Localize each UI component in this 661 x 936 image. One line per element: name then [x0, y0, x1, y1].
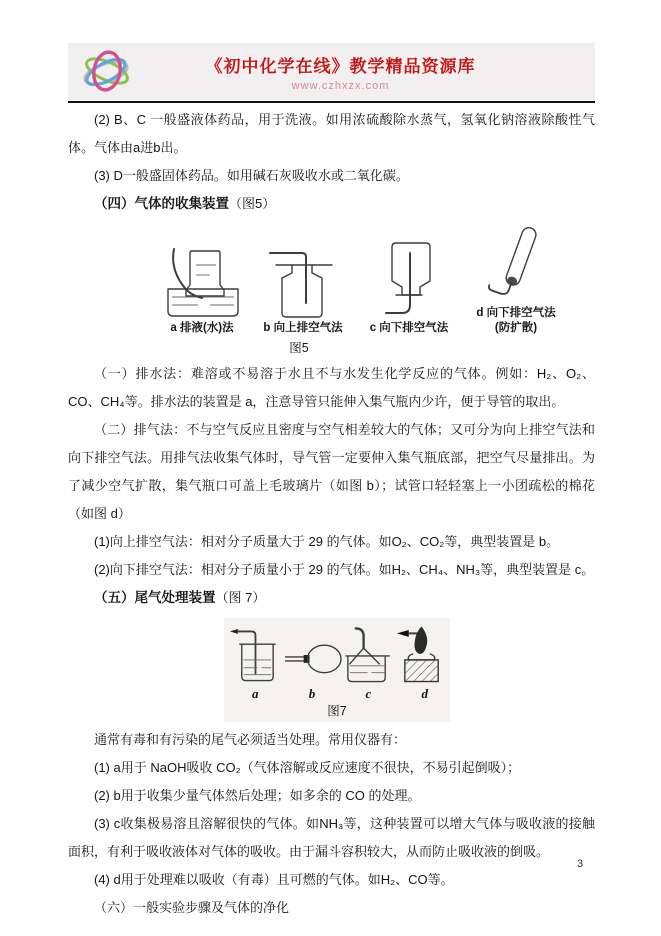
figure5-label-d: d 向下排空气法	[476, 307, 556, 319]
paragraph-water-method: （一）排水法：难溶或不易溶于水且不与水发生化学反应的气体。例如：H₂、O₂、CO、CH₄等。排水法的装置是 a，注意导管只能伸入集气瓶内少许，便于导管的取出。	[68, 366, 595, 409]
header-text	[146, 52, 595, 92]
paragraph-item3: (3) D一般盛固体药品。如用碱石灰吸收水或二氧化碳。	[94, 168, 409, 183]
funnel-beaker-diagram	[342, 624, 395, 686]
figure7-devices-row	[228, 624, 446, 686]
figure5-label-a: a 排液(水)法	[170, 322, 234, 334]
section4-heading	[68, 190, 595, 218]
site-title: 《初中化学在线》教学精品资源库	[205, 56, 476, 76]
figure5-label-b: b 向上排空气法	[263, 322, 343, 334]
device-upward-air	[250, 245, 356, 336]
section5-fig-ref: （图 7）	[215, 590, 266, 605]
section5-title: （五）尾气处理装置	[94, 590, 216, 605]
atom-orbits-icon	[68, 45, 146, 99]
site-url: www.czhxzx.com	[291, 79, 390, 92]
header-divider	[68, 101, 595, 103]
downward-air-diagram	[374, 239, 444, 321]
figure5-caption: 图5	[289, 341, 309, 355]
site-header-banner	[68, 43, 595, 100]
figure5-gas-collection	[154, 222, 574, 358]
document-body	[68, 106, 595, 922]
figure7-label-d: d	[421, 686, 428, 701]
figure5-devices-row	[154, 222, 574, 336]
device-water-displacement	[154, 245, 250, 336]
paragraph-upward-air: (1)向上排空气法：相对分子质量大于 29 的气体。如O₂、CO₂等，典型装置是 b。	[94, 534, 560, 549]
device-downward-air-antidiffusion	[462, 222, 570, 336]
absorb-beaker-diagram	[228, 624, 285, 686]
paragraph-downward-air: (2)向下排空气法：相对分子质量小于 29 的气体。如H₂、CH₄、NH₃等，典型装置是 c。	[94, 562, 595, 577]
section6-heading: （六）一般实验步骤及气体的净化	[94, 900, 290, 915]
device-downward-air	[356, 239, 462, 336]
paragraph-tail3: (3) c收集极易溶且溶解很快的气体。如NH₃等，这种装置可以增大气体与吸收液的接触面积，有利于吸收液体对气体的吸收。由于漏斗容积较大，从而防止吸收液的倒吸。	[68, 816, 595, 859]
figure5-label-c: c 向下排空气法	[369, 322, 449, 334]
antidiffusion-tube-diagram	[481, 222, 551, 306]
paragraph-item2: (2) B、C 一般盛液体药品，用于洗液。如用浓硫酸除水蒸气，氢氧化钠溶液除酸性气体。气体由a进b出。	[68, 112, 595, 155]
paragraph-tail1: (1) a用于 NaOH吸收 CO₂（气体溶解或反应速度不很快，不易引起倒吸）；	[94, 760, 521, 775]
figure7-label-a: a	[252, 686, 259, 701]
burn-off-flame-diagram	[395, 624, 446, 686]
figure7-caption: 图7	[327, 704, 347, 718]
figure5-label-d-note: (防扩散)	[494, 322, 538, 334]
upward-air-diagram	[266, 245, 340, 321]
page-number: 3	[577, 858, 584, 870]
figure7-label-b: b	[308, 686, 316, 701]
section5-heading	[68, 584, 595, 612]
figure7-tail-gas	[224, 618, 450, 722]
balloon-diagram	[285, 624, 342, 686]
figure7-label-c: c	[365, 686, 372, 701]
figure7-labels-row	[228, 686, 446, 702]
paragraph-tail4: (4) d用于处理难以吸收（有毒）且可燃的气体。如H₂、CO等。	[94, 872, 454, 887]
section4-fig-ref: （图5）	[229, 196, 276, 211]
water-displacement-diagram	[158, 245, 246, 321]
paragraph-tail2: (2) b用于收集少量气体然后处理；如多余的 CO 的处理。	[94, 788, 421, 803]
section4-title: （四）气体的收集装置	[94, 196, 229, 211]
paragraph-tail-intro: 通常有毒和有污染的尾气必须适当处理。常用仪器有：	[94, 732, 407, 747]
paragraph-air-method: （二）排气法：不与空气反应且密度与空气相差较大的气体；又可分为向上排空气法和向下排空气法。用排气法收集气体时，导气管一定要伸入集气瓶底部，把空气尽量排出。为了减少空气扩散，集气瓶口可盖上毛玻璃片（如图 b）；试管口轻轻塞上一小团疏松的棉花（如图 d）	[68, 422, 595, 521]
